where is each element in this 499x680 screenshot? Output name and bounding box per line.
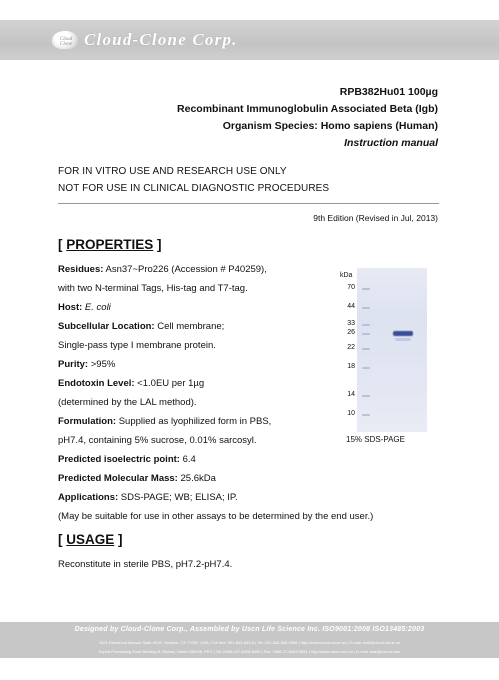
prop-residues: Residues: Asn37~Pro226 (Accession # P40259), [58,264,267,275]
gel-marker-label: 18 [347,363,355,370]
prop-formulation-cont: pH7.4, containing 5% sucrose, 0.01% sarcosyl. [58,435,257,446]
footer-address-cn: Export Processing Zone Building 8, Wuhan, Hubei 430056, PRC | Tel: 0086-027-8425-8490 | Fax: 0086-27-8425-9551 | http://www.uscn.com.cn | E-mail: mail@uscnk.com [98,649,401,654]
notice-research-only: FOR IN VITRO USE AND RESEARCH USE ONLY [58,166,287,177]
prop-endotoxin-cont: (determined by the LAL method). [58,397,197,408]
product-species: Organism Species: Homo sapiens (Human) [222,120,438,132]
prop-purity: Purity: >95% [58,359,116,370]
prop-isoelectric-point: Predicted isoelectric point: 6.4 [58,454,196,465]
ladder-band [362,333,370,335]
gel-unit-label: kDa [340,272,353,279]
prop-applications-note: (May be suitable for use in other assays to be determined by the end user.) [58,511,374,522]
ladder-band [362,324,370,326]
gel-caption: 15% SDS-PAGE [346,435,405,444]
prop-endotoxin: Endotoxin Level: <1.0EU per 1µg [58,378,205,389]
gel-marker-label: 26 [347,329,355,336]
ladder-band [362,307,370,309]
divider [58,203,439,204]
gel-marker-label: 22 [347,344,355,351]
sds-page-figure [338,268,428,448]
notice-not-clinical: NOT FOR USE IN CLINICAL DIAGNOSTIC PROCEDURES [58,183,330,194]
prop-formulation: Formulation: Supplied as lyophilized form in PBS, [58,416,272,427]
protein-band-faint [395,338,411,341]
properties-heading: PROPERTIES [66,237,154,252]
prop-residues-cont: with two N-terminal Tags, His-tag and T7-tag. [58,283,248,294]
gel-image [357,268,427,432]
cloud-logo-icon [52,31,78,49]
section-title-properties: [ PROPERTIES ] [58,237,162,252]
gel-marker-label: 14 [347,391,355,398]
prop-applications: Applications: SDS-PAGE; WB; ELISA; IP. [58,492,238,503]
gel-marker-label: 10 [347,410,355,417]
document-type: Instruction manual [344,137,438,149]
footer-address-us: 1521 Richmond Avenue Suite #918, Houston, TX 77057, USA | Toll free: 001-800-843-8 | Tel: 001-832-538-0958 | http://www.cloud-clone.us | E-mail: mail@cloud-clone.us [98,640,401,645]
product-code: RPB382Hu01 100µg [339,86,438,98]
gel-marker-label: 70 [347,284,355,291]
logo-text: Cloud-Clone Corp. [84,30,238,49]
usage-text: Reconstitute in sterile PBS, pH7.2-pH7.4. [58,559,233,570]
gel-marker-label: 33 [347,320,355,327]
ladder-band [362,348,370,350]
prop-host: Host: E. coli [58,302,111,313]
prop-subcellular: Subcellular Location: Cell membrane; [58,321,225,332]
product-title: Recombinant Immunoglobulin Associated Beta (Igb) [177,103,438,115]
company-logo [52,29,238,51]
ladder-band [362,367,370,369]
section-title-usage: [ USAGE ] [58,532,123,547]
prop-molecular-mass: Predicted Molecular Mass: 25.6kDa [58,473,216,484]
ladder-band [362,288,370,290]
protein-band [393,331,413,336]
gel-marker-label: 44 [347,303,355,310]
ladder-band [362,414,370,416]
ladder-band [362,395,370,397]
edition-info: 9th Edition (Revised in Jul, 2013) [313,213,438,223]
footer-main-text: Designed by Cloud-Clone Corp., Assembled by Uscn Life Science Inc. ISO9001:2008 ISO13485:2003 [74,626,425,633]
usage-heading: USAGE [66,532,115,547]
logo-mark-text: Cloud Clone [59,37,73,47]
prop-subcellular-cont: Single-pass type I membrane protein. [58,340,216,351]
